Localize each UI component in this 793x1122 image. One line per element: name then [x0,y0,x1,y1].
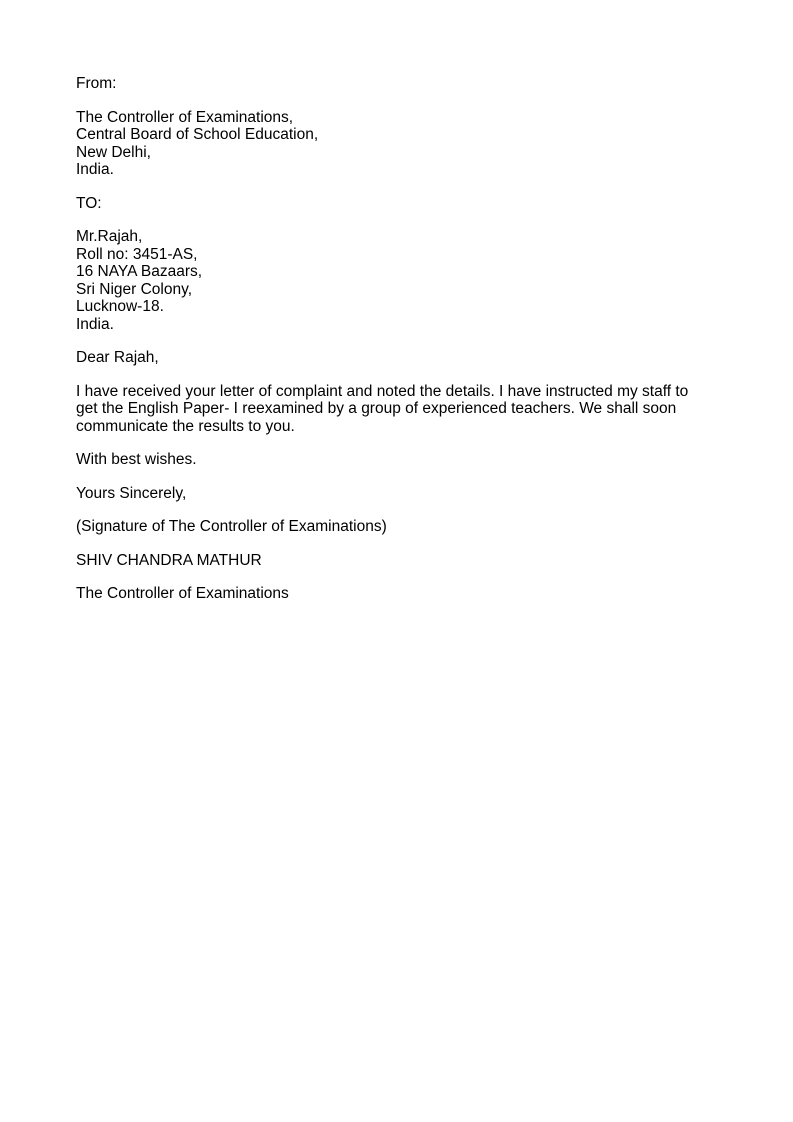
to-address-line: 16 NAYA Bazaars, [76,263,203,280]
to-address [76,228,716,333]
best-wishes: With best wishes. [76,451,197,468]
to-address-line: Mr.Rajah, [76,228,143,245]
signer-name: SHIV CHANDRA MATHUR [76,551,262,569]
from-address-line: Central Board of School Education, [76,126,319,143]
signer-title: The Controller of Examinations [76,585,289,602]
from-address-line: New Delhi, [76,143,151,161]
to-address-line: India. [76,315,114,333]
to-address-line: Sri Niger Colony, [76,280,193,298]
to-address-line: Lucknow-18. [76,298,164,315]
letter-body: I have received your letter of complaint and noted the details. I have instructed my staff to get the English Paper- I reexamined by a group of experienced teachers. We shall soon communicate the results to you. [76,382,689,435]
from-address [76,109,716,179]
from-address-line: The Controller of Examinations, [76,108,294,126]
from-heading: From: [76,75,117,92]
salutation: Dear Rajah, [76,349,159,366]
from-address-line: India. [76,161,114,178]
letter-content [76,75,716,619]
to-heading: TO: [76,194,102,212]
signature-note: (Signature of The Controller of Examinations) [76,518,387,535]
to-address-line: Roll no: 3451-AS, [76,245,198,263]
closing: Yours Sincerely, [76,484,187,502]
